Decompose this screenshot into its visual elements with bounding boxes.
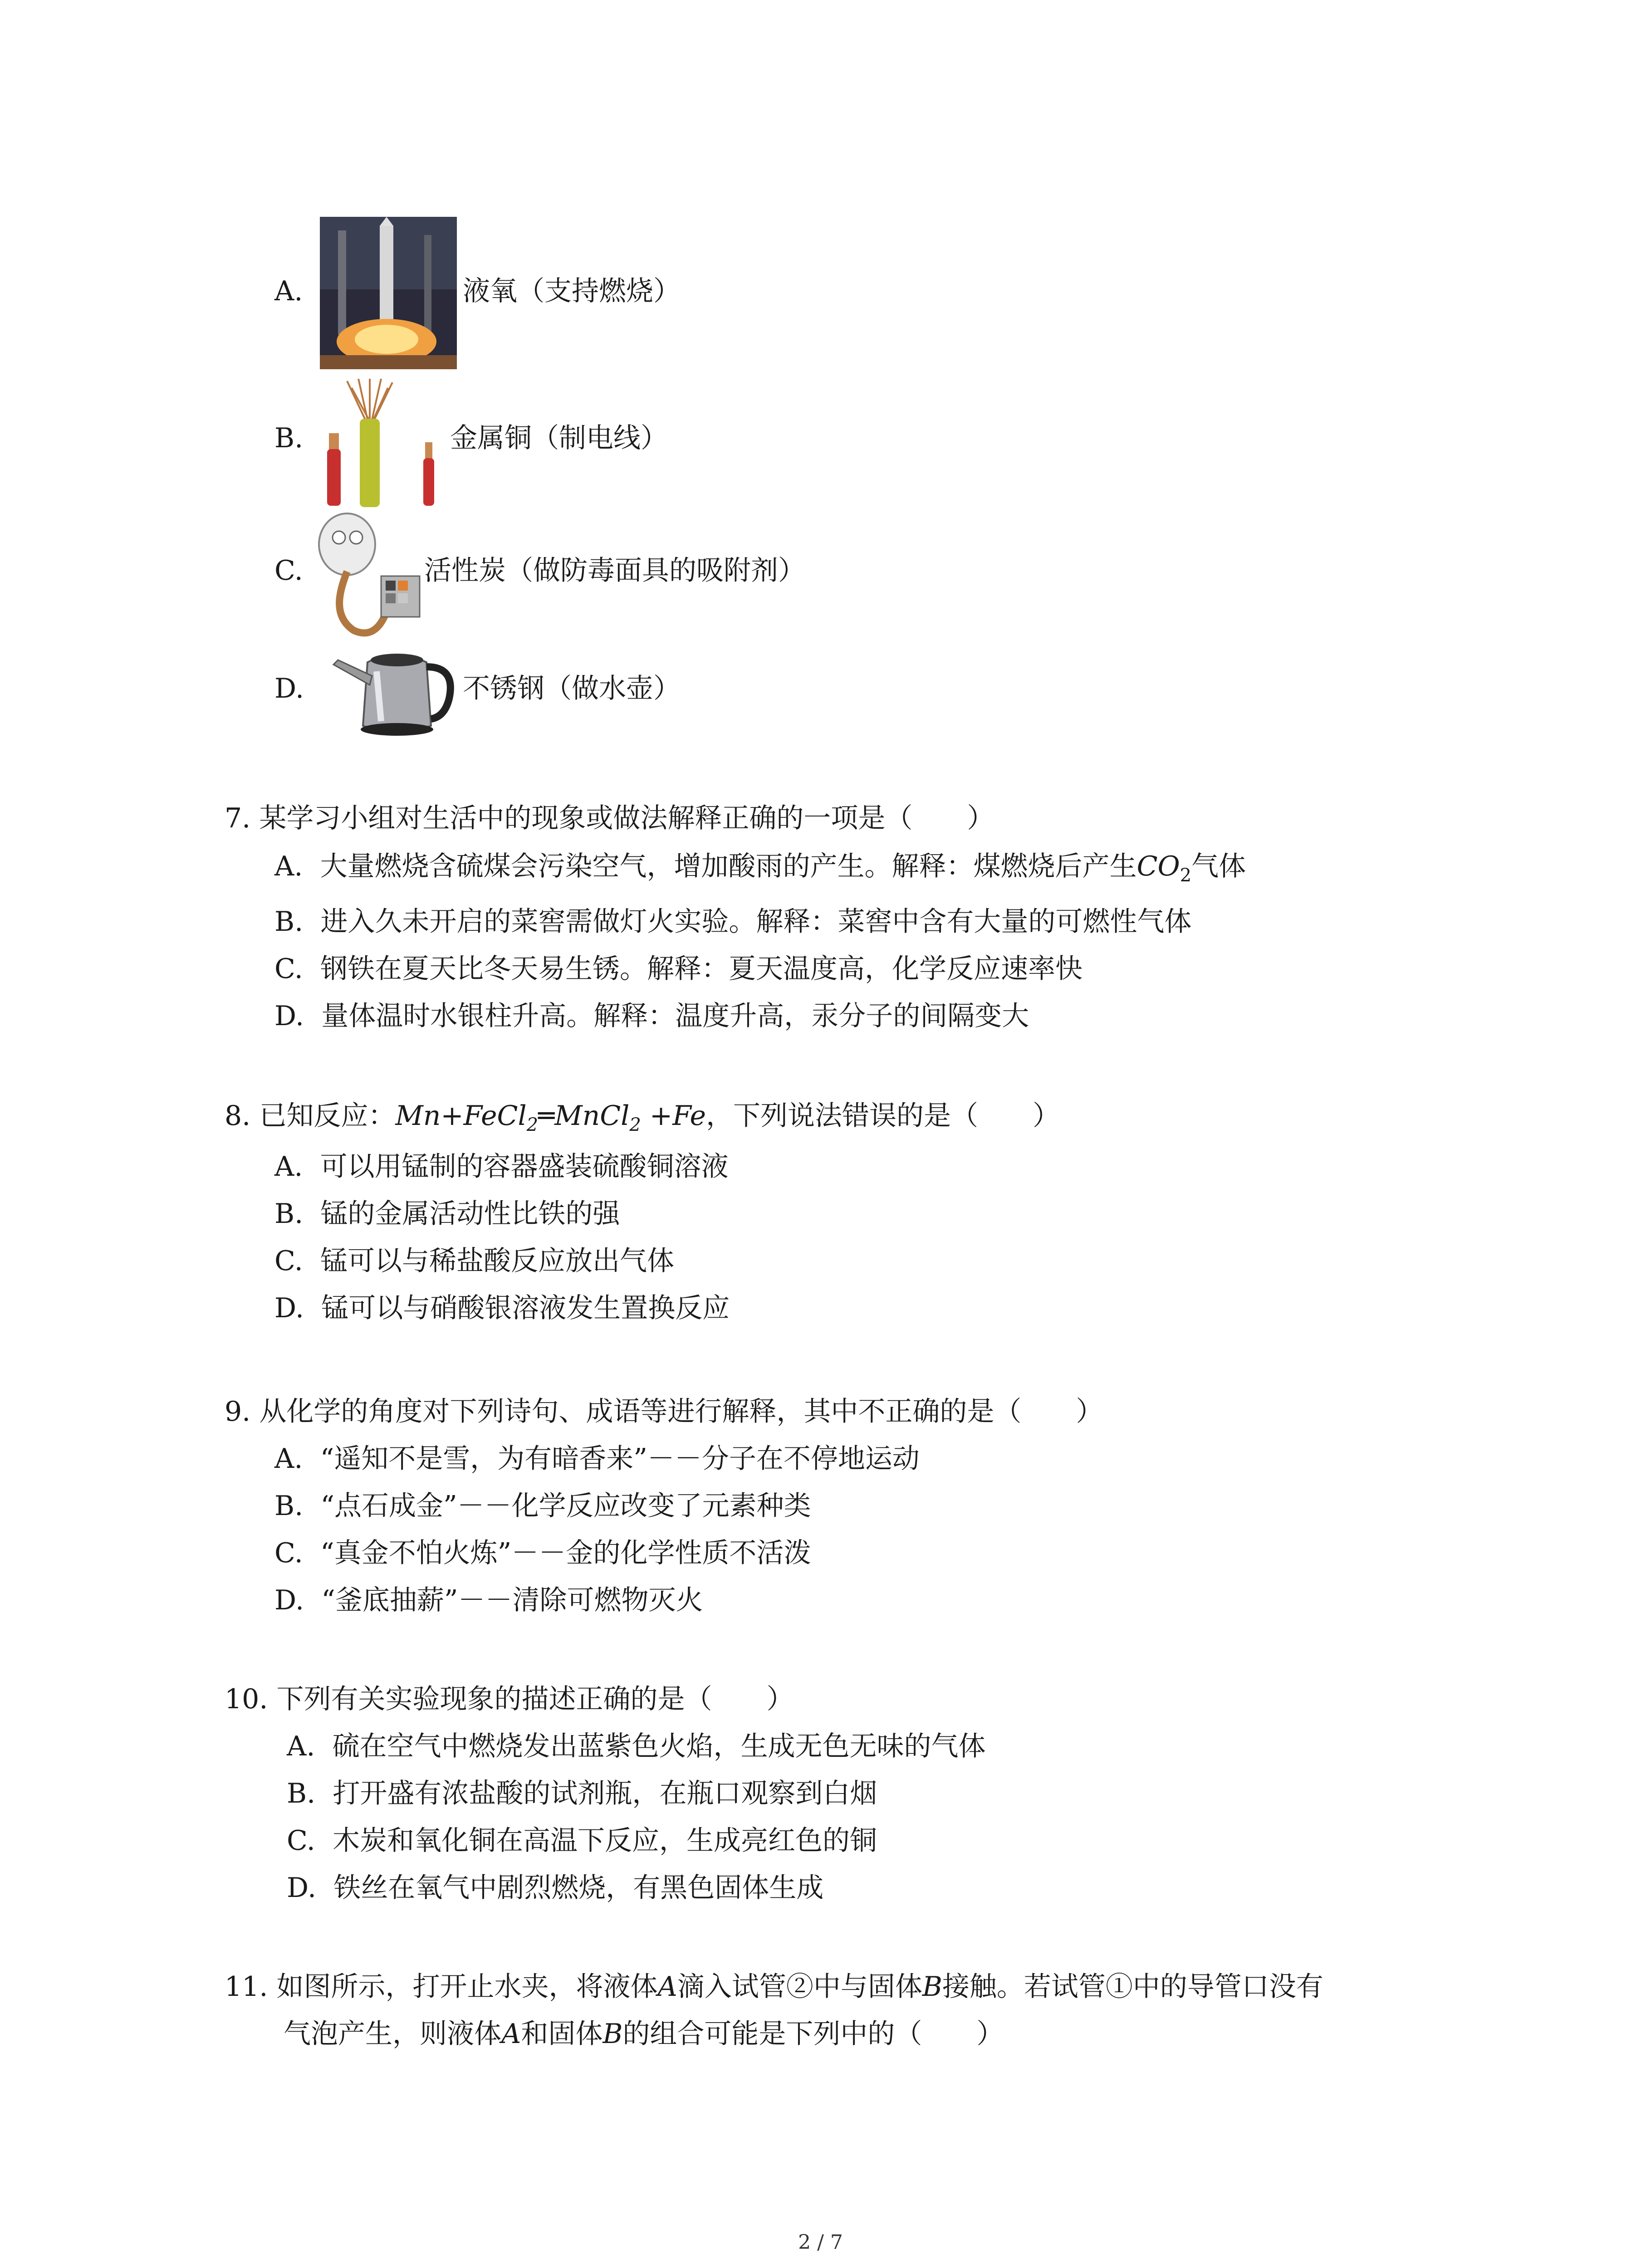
q6-option-b-letter: B. [274,422,304,454]
option-letter: C. [274,1537,303,1569]
q6-option-a-letter: A. [274,275,303,307]
q11-text: 和固体 [521,2018,603,2050]
q10-option-c [287,1824,877,1857]
option-letter: B. [274,906,304,938]
co2-formula: CO [1136,850,1180,882]
q8-stem-pre: 8. 已知反应： [225,1100,396,1132]
equation-sign: ═ [538,1100,555,1132]
copper-wire-photo [320,379,442,508]
option-text: 硫在空气中燃烧发出蓝紫色火焰，生成无色无味的气体 [332,1730,986,1762]
q6-option-b-text: 金属铜（制电线） [450,422,668,454]
q6-option-a-text: 液氧（支持燃烧） [463,275,681,307]
q11-stem-line1 [225,1970,1323,2003]
q9-option-a [274,1442,920,1475]
option-text: 锰可以与硝酸银溶液发生置换反应 [321,1292,730,1324]
q7-stem: 7. 某学习小组对生活中的现象或做法解释正确的一项是（ ） [225,802,994,834]
equation-left: Mn+FeCl [395,1100,527,1132]
q9-option-c [274,1537,811,1569]
option-text-tail: 气体 [1191,850,1246,882]
option-letter: A. [274,1151,303,1183]
equation-right-tail: +Fe [641,1100,706,1132]
option-text: “遥知不是雪，为有暗香来”－－分子在不停地运动 [320,1443,920,1475]
q11-text: 接触。若试管①中的导管口没有 [942,1971,1323,2003]
q11-text: 气泡产生，则液体 [284,2018,501,2050]
option-text: 铁丝在氧气中剧烈燃烧，有黑色固体生成 [333,1872,824,1904]
option-text: 量体温时水银柱升高。解释：温度升高，汞分子的间隔变大 [321,1000,1029,1032]
rocket-launch-photo [320,217,457,369]
option-text: “点石成金”－－化学反应改变了元素种类 [320,1490,811,1522]
q10-option-a [287,1730,986,1763]
q11-stem-line2 [284,2018,1004,2050]
kettle-photo [327,640,458,742]
option-letter: B. [274,1198,304,1230]
option-letter: C. [274,1245,303,1277]
q8-stem-post: ，下列说法错误的是（ ） [706,1100,1060,1132]
equation-left-sub: 2 [526,1114,539,1135]
q8-option-c [274,1245,674,1277]
q10-option-d [287,1872,823,1904]
option-letter: A. [274,850,303,882]
option-letter: D. [274,1292,304,1324]
option-text: 锰可以与稀盐酸反应放出气体 [320,1245,674,1277]
q8-stem [225,1100,1060,1141]
option-letter: C. [287,1825,315,1857]
q6-option-d-text: 不锈钢（做水壶） [463,673,681,704]
option-text: 钢铁在夏天比冬天易生锈。解释：夏天温度高，化学反应速率快 [320,953,1083,985]
q6-option-c-text: 活性炭（做防毒面具的吸附剂） [424,555,805,587]
option-letter: A. [287,1730,315,1762]
option-text: 进入久未开启的菜窖需做灯火实验。解释：菜窖中含有大量的可燃性气体 [320,906,1192,938]
option-text: 可以用锰制的容器盛装硫酸铜溶液 [320,1151,729,1183]
option-text: 打开盛有浓盐酸的试剂瓶，在瓶口观察到白烟 [333,1778,877,1809]
q7-option-a [274,850,1246,892]
option-letter: B. [287,1778,316,1809]
page-number: 2 / 7 [798,2231,843,2254]
variable-b: B [922,1971,942,2003]
variable-a: A [501,2018,521,2050]
q7-option-c [274,953,1083,985]
q8-option-a [274,1150,729,1183]
equation-right: MnCl [554,1100,630,1132]
option-text: “真金不怕火炼”－－金的化学性质不活泼 [320,1537,811,1569]
q11-text: 的组合可能是下列中的（ ） [622,2018,1004,2050]
option-text: 大量燃烧含硫煤会污染空气，增加酸雨的产生。解释：煤燃烧后产生 [320,850,1137,882]
variable-a: A [657,1971,677,2003]
q8-option-b [274,1198,620,1230]
option-letter: D. [274,1000,304,1032]
q10-option-b [287,1777,877,1810]
q10-stem: 10. 下列有关实验现象的描述正确的是（ ） [225,1683,794,1715]
equation-right-sub: 2 [629,1114,641,1135]
q9-stem: 9. 从化学的角度对下列诗句、成语等进行解释，其中不正确的是（ ） [225,1396,1103,1427]
option-letter: A. [274,1443,303,1475]
q7-option-d [274,1000,1029,1032]
option-letter: D. [287,1872,317,1904]
variable-b: B [603,2018,623,2050]
option-text: 锰的金属活动性比铁的强 [320,1198,620,1230]
q6-option-d-letter: D. [274,673,304,704]
q9-option-d [274,1584,703,1617]
gas-mask-photo [311,513,424,640]
q11-text: 11. 如图所示，打开止水夹，将液体 [225,1971,658,2003]
formula-subscript: 2 [1180,865,1192,886]
q8-option-d [274,1292,730,1325]
option-letter: C. [274,953,303,985]
option-letter: B. [274,1490,304,1522]
option-text: “釜底抽薪”－－清除可燃物灭火 [321,1584,703,1616]
option-text: 木炭和氧化铜在高温下反应，生成亮红色的铜 [333,1825,877,1857]
q11-text: 滴入试管②中与固体 [677,1971,922,2003]
q9-option-b [274,1490,811,1522]
option-letter: D. [274,1584,304,1616]
q6-option-c-letter: C. [274,555,303,587]
q7-option-b [274,905,1191,938]
